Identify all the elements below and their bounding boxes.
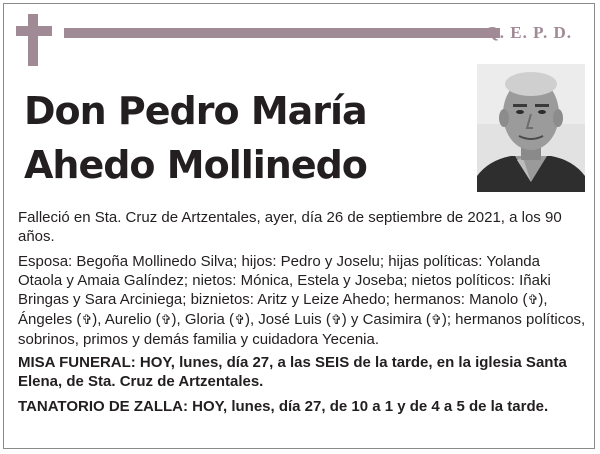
deceased-cross-icon: ✞ — [527, 293, 539, 308]
qepd-label: Q. E. P. D. — [485, 23, 572, 42]
cross-icon-bar — [16, 26, 52, 36]
death-notice: Falleció en Sta. Cruz de Artzentales, ayer, día 26 de septiembre de 2021, a los 90 años. — [18, 209, 562, 245]
deceased-cross-icon: ✞ — [234, 313, 245, 328]
family-text-3: ), Aurelio ( — [92, 311, 161, 328]
family-list — [18, 252, 586, 349]
portrait-photo — [477, 64, 585, 192]
obituary-card — [3, 3, 595, 449]
family-text-6: ) y Casimira ( — [341, 311, 431, 328]
cross-icon — [28, 14, 38, 66]
name-line-1: Don Pedro María — [24, 89, 367, 133]
family-text-1: Esposa: Begoña Mollinedo Silva; hijos: Pedro y Joselu; hijas políticas: Yolanda Otaola y Amaia Galíndez; nietos: Mónica, Estela y Joseba; nietos políticos: Iñaki Bringas y Sara Arciniega; biznietos: Aritz y Leize Ahedo; hermanos: Manolo ( — [18, 253, 551, 308]
deceased-cross-icon: ✞ — [330, 313, 342, 328]
family-text-2: ), Ángeles ( — [18, 291, 548, 328]
deceased-cross-icon: ✞ — [160, 313, 172, 328]
deceased-cross-icon: ✞ — [430, 313, 442, 328]
funeral-mass: MISA FUNERAL: HOY, lunes, día 27, a las SEIS de la tarde, en la iglesia Santa Elena, de Sta. Cruz de Artzentales. — [18, 354, 567, 390]
family-text-5: ), José Luis ( — [244, 311, 331, 328]
obituary-text — [18, 208, 586, 422]
portrait-image — [477, 64, 585, 192]
family-text-7: ); hermanos políticos, sobrinos, primos y demás familia y cuidadora Yecenia. — [18, 311, 586, 348]
family-text-4: ), Gloria ( — [171, 311, 235, 328]
deceased-cross-icon: ✞ — [81, 313, 93, 328]
header-rule — [64, 28, 500, 38]
funeral-home: TANATORIO DE ZALLA: HOY, lunes, día 27, de 10 a 1 y de 4 a 5 de la tarde. — [18, 398, 549, 415]
name-line-2: Ahedo Mollinedo — [24, 143, 367, 187]
deceased-name — [24, 84, 367, 192]
